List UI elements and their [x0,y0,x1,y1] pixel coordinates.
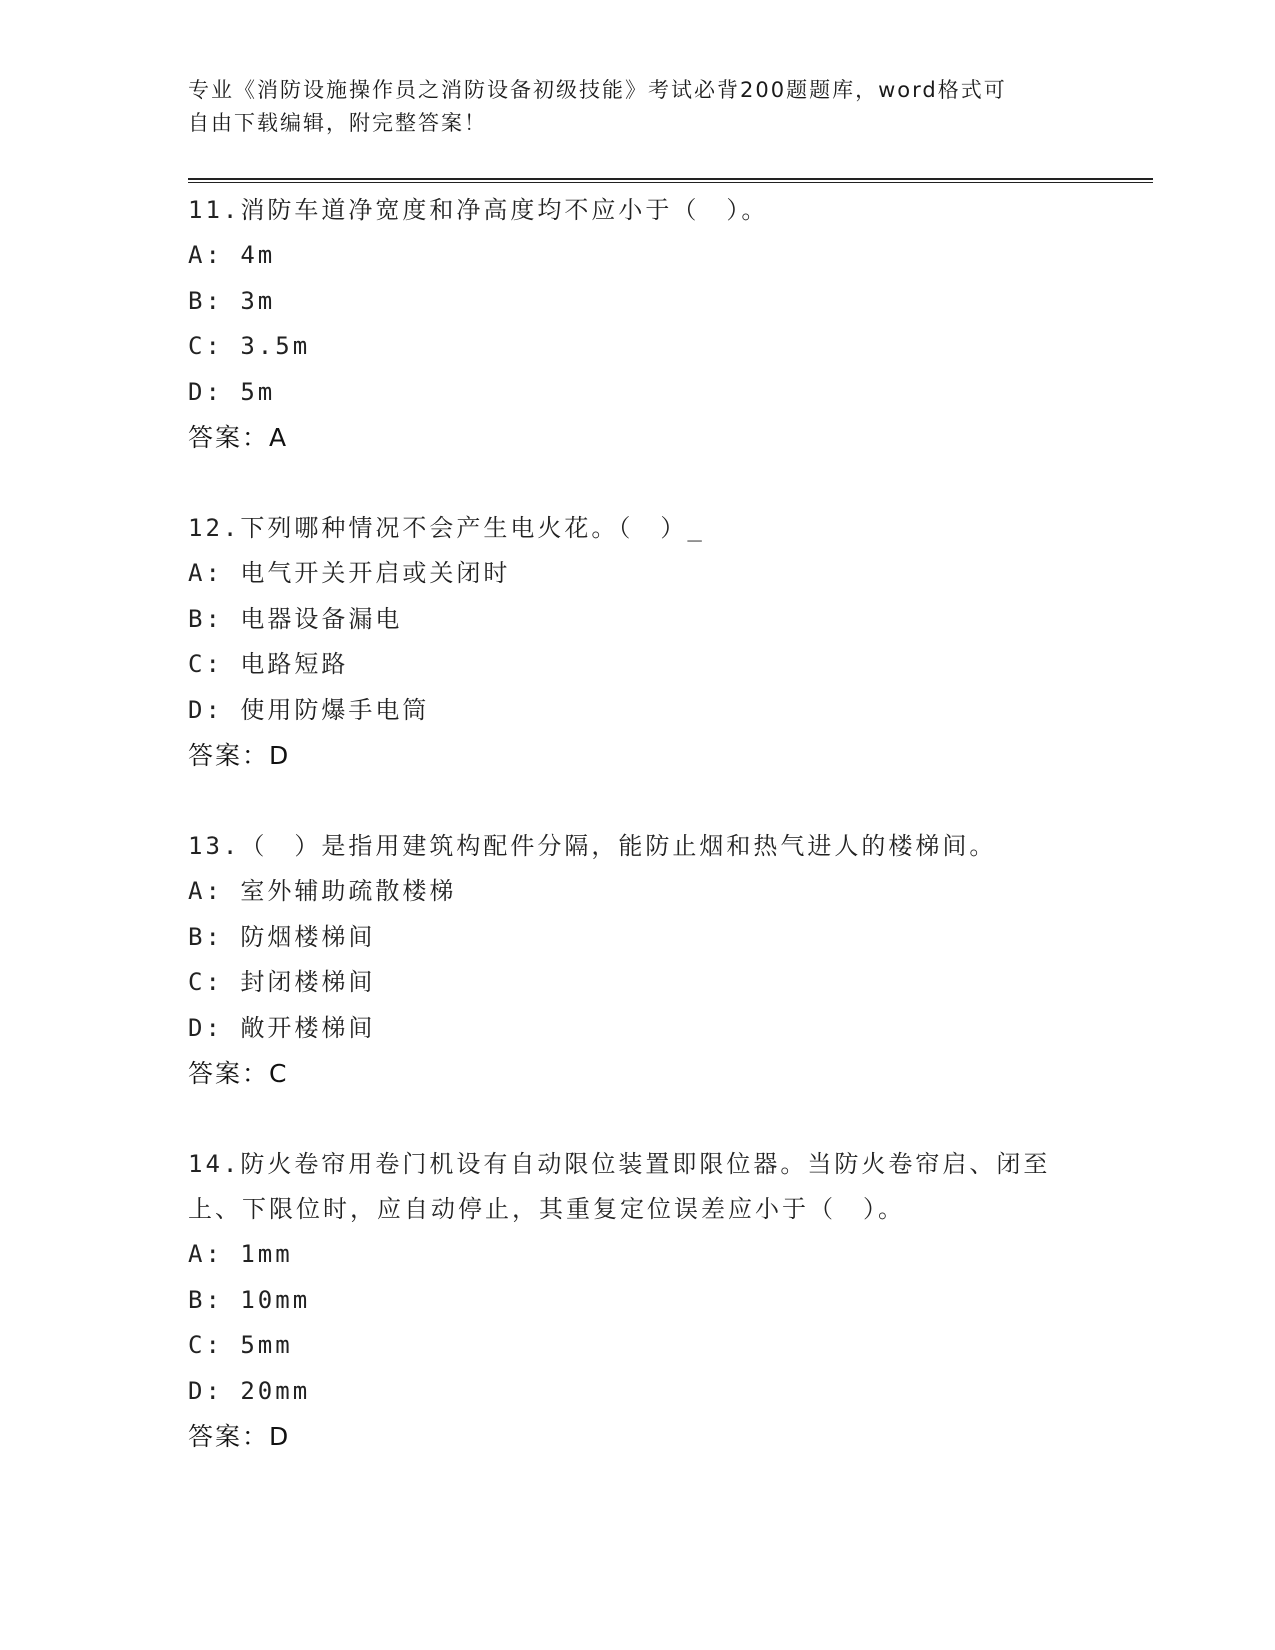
answer-line: 答案：D [188,1422,291,1451]
header-divider-thick [188,178,1153,180]
option-d: D: 5m [188,377,276,406]
header-line-2: 自由下载编辑，附完整答案！ [188,111,487,135]
question-stem: 11.消防车道净宽度和净高度均不应小于（ ）。 [188,196,769,224]
question-stem: 14.防火卷帘用卷门机设有自动限位装置即限位器。当防火卷帘启、闭至上、下限位时，应自动停止，其重复定位误差应小于（ ）。 [188,1150,1051,1223]
question-block [188,506,1088,778]
option-b: B: 电器设备漏电 [188,604,403,633]
header-line-1: 专业《消防设施操作员之消防设备初级技能》考试必背200题题库，word格式可 [188,78,1007,102]
option-c: C: 3.5m [188,332,311,360]
question-block [188,1142,1088,1459]
document-header [188,74,1068,140]
question-block [188,824,1088,1096]
question-stem: 13.（ ）是指用建筑构配件分隔，能防止烟和热气进人的楼梯间。 [188,832,997,860]
answer-line: 答案：D [188,741,291,770]
option-d: D: 使用防爆手电筒 [188,695,430,724]
option-b: B: 3m [188,286,276,315]
answer-line: 答案：C [188,1059,289,1088]
option-a: A: 1mm [188,1240,293,1268]
option-a: A: 4m [188,241,276,269]
option-c: C: 5mm [188,1331,293,1359]
question-block [188,188,1088,460]
option-a: A: 室外辅助疏散楼梯 [188,877,457,905]
header-divider-thin [188,182,1153,183]
option-c: C: 电路短路 [188,650,349,678]
option-a: A: 电气开关开启或关闭时 [188,559,511,587]
answer-line: 答案：A [188,423,289,452]
option-b: B: 防烟楼梯间 [188,922,376,951]
option-d: D: 20mm [188,1376,311,1405]
option-c: C: 封闭楼梯间 [188,968,376,996]
option-d: D: 敞开楼梯间 [188,1013,376,1042]
option-b: B: 10mm [188,1285,311,1314]
question-stem: 12.下列哪种情况不会产生电火花。（ ）_ [188,514,705,542]
